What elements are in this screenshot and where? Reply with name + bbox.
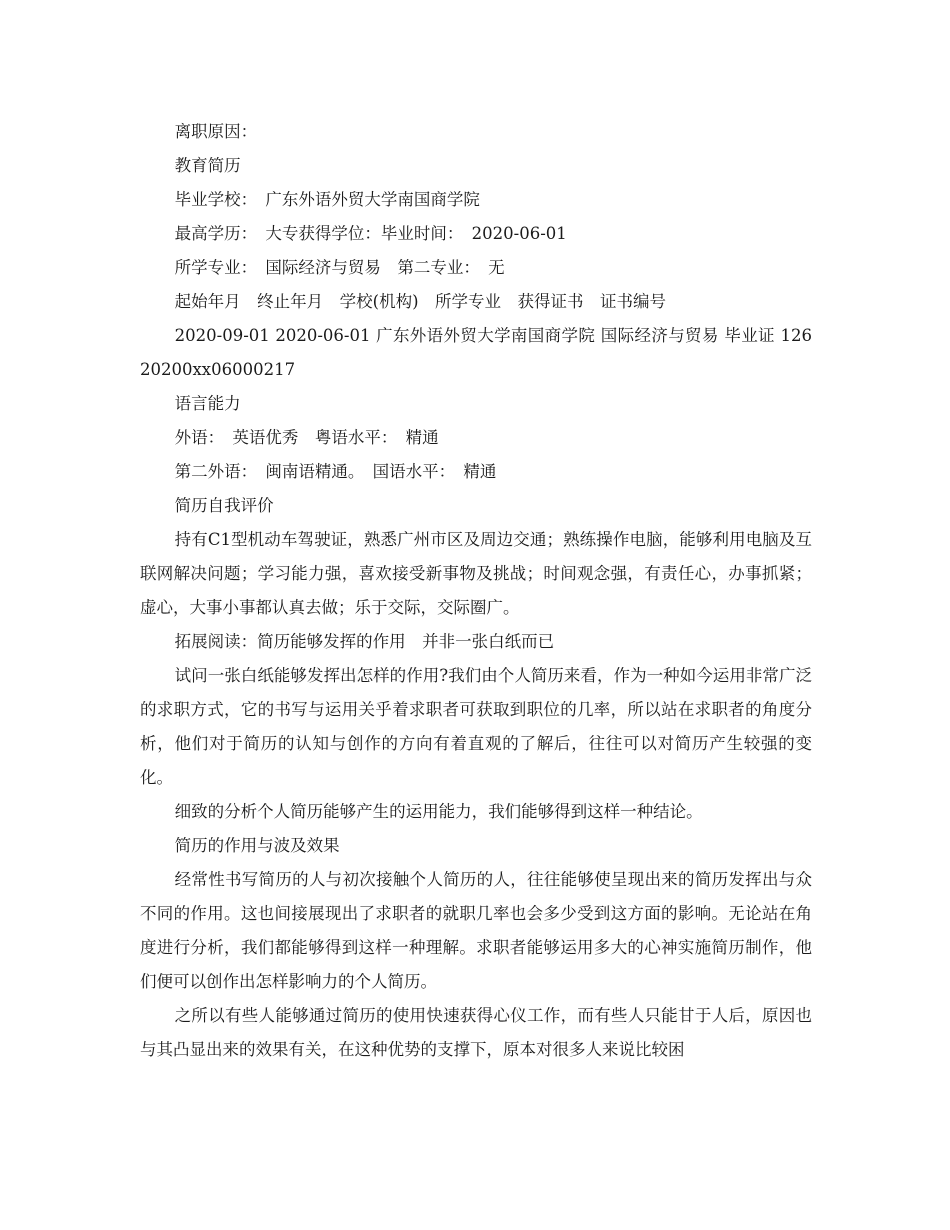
paragraph-education-table-header: 起始年月 终止年月 学校(机构) 所学专业 获得证书 证书编号	[174, 292, 667, 311]
paragraph-second-language: 第二外语： 闽南语精通。 国语水平： 精通	[174, 462, 497, 481]
paragraph-body: 经常性书写简历的人与初次接触个人简历的人，往往能够使呈现出来的简历发挥出与众不同的作用。这也间接展现出了求职者的就职几率也会多少受到这方面的影响。无论站在角度进行分析，我们都能够得到这样一种理解。求职者能够运用多大的心神实施简历制作，他们便可以创作出怎样影响力的个人简历。	[140, 870, 812, 991]
heading-education: 教育简历	[174, 156, 241, 175]
paragraph-school: 毕业学校： 广东外语外贸大学南国商学院	[174, 190, 480, 209]
paragraph-foreign-language: 外语： 英语优秀 粤语水平： 精通	[174, 428, 439, 447]
paragraph-body: 细致的分析个人简历能够产生的运用能力，我们能够得到这样一种结论。	[174, 802, 703, 821]
paragraph-highest-degree: 最高学历： 大专获得学位：毕业时间： 2020-06-01	[174, 224, 567, 243]
heading-language: 语言能力	[174, 394, 241, 413]
heading-self-evaluation: 简历自我评价	[174, 496, 274, 515]
paragraph-leave-reason: 离职原因：	[174, 122, 258, 141]
heading-resume-effect: 简历的作用与波及效果	[174, 836, 340, 855]
paragraph-major: 所学专业： 国际经济与贸易 第二专业： 无	[174, 258, 505, 277]
paragraph-education-table-row: 2020-09-01 2020-06-01 广东外语外贸大学南国商学院 国际经济与贸易 毕业证 12620200xx06000217	[140, 326, 812, 379]
document-body	[140, 115, 812, 1067]
heading-extended-reading: 拓展阅读：简历能够发挥的作用 并非一张白纸而已	[174, 632, 555, 651]
paragraph-self-evaluation: 持有C1型机动车驾驶证，熟悉广州市区及周边交通；熟练操作电脑，能够利用电脑及互联网解决问题；学习能力强，喜欢接受新事物及挑战；时间观念强，有责任心，办事抓紧；虚心，大事小事都认真去做；乐于交际，交际圈广。	[140, 530, 812, 617]
paragraph-body: 之所以有些人能够通过简历的使用快速获得心仪工作，而有些人只能甘于人后，原因也与其凸显出来的效果有关，在这种优势的支撑下，原本对很多人来说比较困	[140, 1006, 812, 1059]
paragraph-body: 试问一张白纸能够发挥出怎样的作用?我们由个人简历来看，作为一种如今运用非常广泛的求职方式，它的书写与运用关乎着求职者可获取到职位的几率，所以站在求职者的角度分析，他们对于简历的认知与创作的方向有着直观的了解后，往往可以对简历产生较强的变化。	[140, 666, 812, 787]
